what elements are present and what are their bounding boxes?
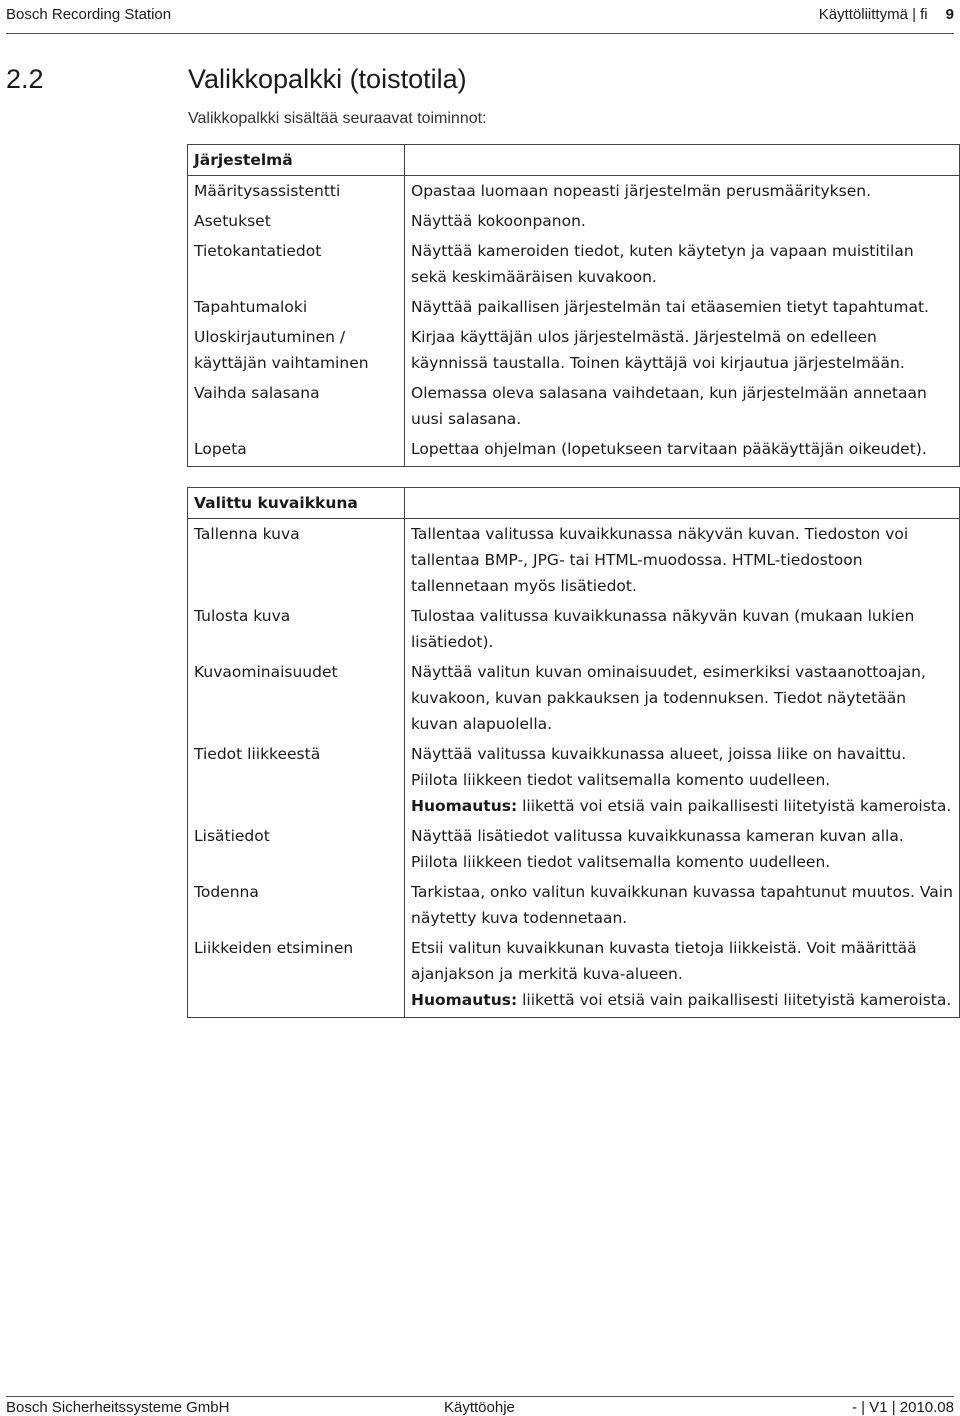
table-row [188, 657, 960, 739]
note-label: Huomautus: [411, 991, 518, 1009]
table-row [188, 292, 960, 322]
menu-item-desc: Olemassa oleva salasana vaihdetaan, kun järjestelmään annetaan uusi salasana. [405, 378, 960, 434]
footer-company: Bosch Sicherheitssysteme GmbH [6, 1399, 230, 1416]
intro-text: Valikkopalkki sisältää seuraavat toiminnot: [188, 110, 487, 127]
table-row [188, 933, 960, 1018]
table-row [188, 236, 960, 292]
menu-item-name: Uloskirjautuminen / käyttäjän vaihtaminen [188, 322, 405, 378]
menu-item-desc: Näyttää kokoonpanon. [405, 206, 960, 236]
table-row [188, 519, 960, 602]
table-row [188, 176, 960, 207]
table-row [188, 434, 960, 467]
header-section-page [819, 6, 954, 23]
table-row [188, 378, 960, 434]
image-window-menu-table [187, 487, 960, 1018]
menu-item-name: Kuvaominaisuudet [188, 657, 405, 739]
menu-item-desc: Kirjaa käyttäjän ulos järjestelmästä. Järjestelmä on edelleen käynnissä taustalla. Toinen käyttäjä voi kirjautua järjestelmään. [405, 322, 960, 378]
menu-item-name: Todenna [188, 877, 405, 933]
table-row [188, 739, 960, 821]
menu-item-name: Tapahtumaloki [188, 292, 405, 322]
menu-item-desc: Opastaa luomaan nopeasti järjestelmän perusmäärityksen. [405, 176, 960, 207]
table-header: Valittu kuvaikkuna [188, 488, 405, 519]
menu-item-desc: Näyttää lisätiedot valitussa kuvaikkunassa kameran kuvan alla. Piilota liikkeen tiedot valitsemalla komento uudelleen. [405, 821, 960, 877]
menu-item-desc-text: Etsii valitun kuvaikkunan kuvasta tietoja liikkeistä. Voit määrittää ajanjakson ja merkitä kuva-alueen. [411, 939, 917, 983]
menu-item-desc: Näyttää kameroiden tiedot, kuten käytetyn ja vapaan muistitilan sekä keskimääräisen kuvakoon. [405, 236, 960, 292]
system-menu-table [187, 144, 960, 467]
menu-item-desc: Näyttää paikallisen järjestelmän tai etäasemien tietyt tapahtumat. [405, 292, 960, 322]
table-row [188, 206, 960, 236]
menu-item-desc: Näyttää valitun kuvan ominaisuudet, esimerkiksi vastaanottoajan, kuvakoon, kuvan pakkauksen ja todennuksen. Tiedot näytetään kuvan alapuolella. [405, 657, 960, 739]
menu-item-name: Asetukset [188, 206, 405, 236]
menu-item-name: Tietokantatiedot [188, 236, 405, 292]
table-row [188, 322, 960, 378]
page-footer [6, 1396, 954, 1416]
section-number: 2.2 [6, 64, 44, 94]
header-page-number: 9 [945, 6, 954, 23]
note-text: liikettä voi etsiä vain paikallisesti liitetyistä kameroista. [522, 991, 952, 1009]
menu-item-name: Lopeta [188, 434, 405, 467]
menu-item-name: Liikkeiden etsiminen [188, 933, 405, 1018]
note-text: liikettä voi etsiä vain paikallisesti liitetyistä kameroista. [522, 797, 952, 815]
header-section: Käyttöliittymä | fi [818, 6, 928, 23]
menu-item-name: Tulosta kuva [188, 601, 405, 657]
header-product: Bosch Recording Station [6, 6, 172, 23]
page-header [6, 0, 954, 34]
menu-item-desc: Tulostaa valitussa kuvaikkunassa näkyvän kuvan (mukaan lukien lisätiedot). [405, 601, 960, 657]
table-row [188, 601, 960, 657]
menu-item-desc [405, 739, 960, 821]
menu-item-desc: Lopettaa ohjelman (lopetukseen tarvitaan pääkäyttäjän oikeudet). [405, 434, 960, 467]
table-row [188, 821, 960, 877]
menu-item-name: Lisätiedot [188, 821, 405, 877]
note-label: Huomautus: [411, 797, 518, 815]
menu-item-desc-text: Näyttää valitussa kuvaikkunassa alueet, joissa liike on havaittu. Piilota liikkeen tiedot valitsemalla komento uudelleen. [411, 745, 907, 789]
section-heading [6, 64, 467, 95]
menu-item-desc [405, 933, 960, 1018]
menu-item-name: Vaihda salasana [188, 378, 405, 434]
section-title: Valikkopalkki (toistotila) [188, 64, 467, 94]
footer-document: Käyttöohje [444, 1399, 515, 1416]
menu-item-desc: Tarkistaa, onko valitun kuvaikkunan kuvassa tapahtunut muutos. Vain näytetty kuva todennetaan. [405, 877, 960, 933]
menu-item-desc: Tallentaa valitussa kuvaikkunassa näkyvän kuvan. Tiedoston voi tallentaa BMP-, JPG- tai HTML-muodossa. HTML-tiedostoon tallennetaan myös lisätiedot. [405, 519, 960, 602]
menu-item-name: Tiedot liikkeestä [188, 739, 405, 821]
table-row [188, 877, 960, 933]
footer-version: - | V1 | 2010.08 [851, 1399, 954, 1416]
menu-item-name: Tallenna kuva [188, 519, 405, 602]
menu-item-name: Määritysassistentti [188, 176, 405, 207]
table-header: Järjestelmä [188, 145, 405, 176]
